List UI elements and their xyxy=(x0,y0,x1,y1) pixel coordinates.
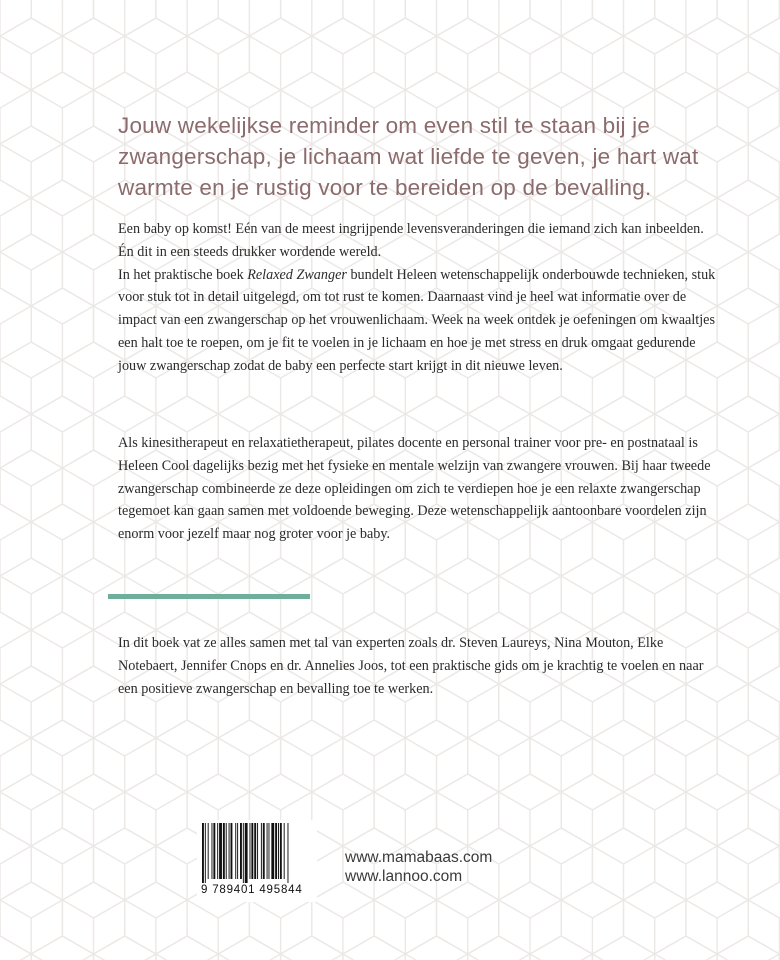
website-links xyxy=(345,848,492,886)
barcode-bar xyxy=(231,823,233,879)
barcode-bar xyxy=(288,823,289,883)
section-divider xyxy=(108,594,310,599)
barcode-bar xyxy=(245,823,248,883)
author-bio: Als kinesitherapeut en relaxatietherapeut, pilates docente en personal trainer voor pre- en postnataal is Heleen Cool dagelijks bezig met het fysieke en mentale welzijn van zwangere vrouwen. Bij haar tweede zwangerschap combineerde ze deze opleidingen om zich te verdiepen hoe je een relaxte zwangerschap tegemoet kan gaan samen met voldoende beweging. Deze wetenschappelijk aantoonbare voordelen zijn enorm voor jezelf maar nog groter voor je baby. xyxy=(118,435,711,543)
book-title: Relaxed Zwanger xyxy=(247,266,347,283)
barcode-bar xyxy=(278,823,279,879)
experts-paragraph: In dit boek vat ze alles samen met tal van experten zoals dr. Steven Laureys, Nina Mouton, Elke Notebaert, Jennifer Cnops en dr. Annelies Joos, tot een praktische gids om je krachtig te voelen en naar een positieve zwangerschap en bevalling toe te werken. xyxy=(118,635,704,697)
barcode-bar xyxy=(271,823,274,879)
barcode-bar xyxy=(243,823,244,883)
barcode-bar xyxy=(217,823,218,879)
paragraph-1-text-after-title: bundelt Heleen wetenschappelijk onderbouwde technieken, stuk voor stuk tot in detail uitgelegd, om tot rust te komen. Daarnaast vind je heel wat informatie over de impact van een zwangerschap op het vrouwenlichaam. Week na week ontdek je oefeningen om kwaaltjes een halt toe te roepen, om je fit te voelen in je lichaam en hoe je met stress en druk omgaat gedurende jouw zwangerschap zodat de baby een perfecte start krijgt in dit nieuwe leven. xyxy=(118,266,716,374)
barcode-bar xyxy=(269,823,270,879)
barcode-bar xyxy=(240,823,242,879)
barcode-bar xyxy=(257,823,258,879)
barcode-bar xyxy=(251,823,253,879)
website-mamabaas[interactable]: www.mamabaas.com xyxy=(345,849,493,866)
barcode-bars xyxy=(202,823,312,883)
website-lannoo[interactable]: www.lannoo.com xyxy=(345,868,463,885)
barcode-bar xyxy=(208,823,209,879)
barcode-bar xyxy=(229,823,230,879)
barcode-bar xyxy=(250,823,251,879)
barcode-bar xyxy=(254,823,256,879)
paragraph-1-text-before-title: In het praktische boek xyxy=(118,266,248,283)
barcode-bar xyxy=(212,823,213,879)
description-paragraph-3 xyxy=(118,632,718,700)
barcode-bar xyxy=(226,823,227,879)
barcode-bar xyxy=(284,823,285,879)
barcode-bar xyxy=(275,823,277,879)
barcode-bar xyxy=(261,823,262,879)
barcode-bar xyxy=(213,823,215,879)
description-paragraph-1 xyxy=(118,218,718,378)
barcode-bar xyxy=(202,823,204,883)
isbn-barcode xyxy=(197,820,317,902)
description-paragraph-2 xyxy=(118,432,718,546)
barcode-bar xyxy=(223,823,225,879)
barcode-number: 9 789401 495844 xyxy=(201,884,303,896)
tagline: Jouw wekelijkse reminder om even stil te staan bij je zwangerschap, je lichaam wat liefde te geven, je hart wat warmte en je rustig voor te bereiden op de bevalling. xyxy=(118,113,699,200)
barcode-bar xyxy=(235,823,236,879)
barcode-bar xyxy=(263,823,265,879)
barcode-bar xyxy=(267,823,268,879)
paragraph-1-main xyxy=(118,264,718,378)
barcode-bar xyxy=(219,823,222,879)
barcode-bar xyxy=(280,823,282,879)
barcode-bar xyxy=(205,823,206,883)
paragraph-1-intro: Een baby op komst! Eén van de meest ingrijpende levensveranderingen die iemand zich kan inbeelden. Én dit in een steeds drukker wordende wereld. xyxy=(118,221,704,260)
barcode-bar xyxy=(237,823,238,879)
